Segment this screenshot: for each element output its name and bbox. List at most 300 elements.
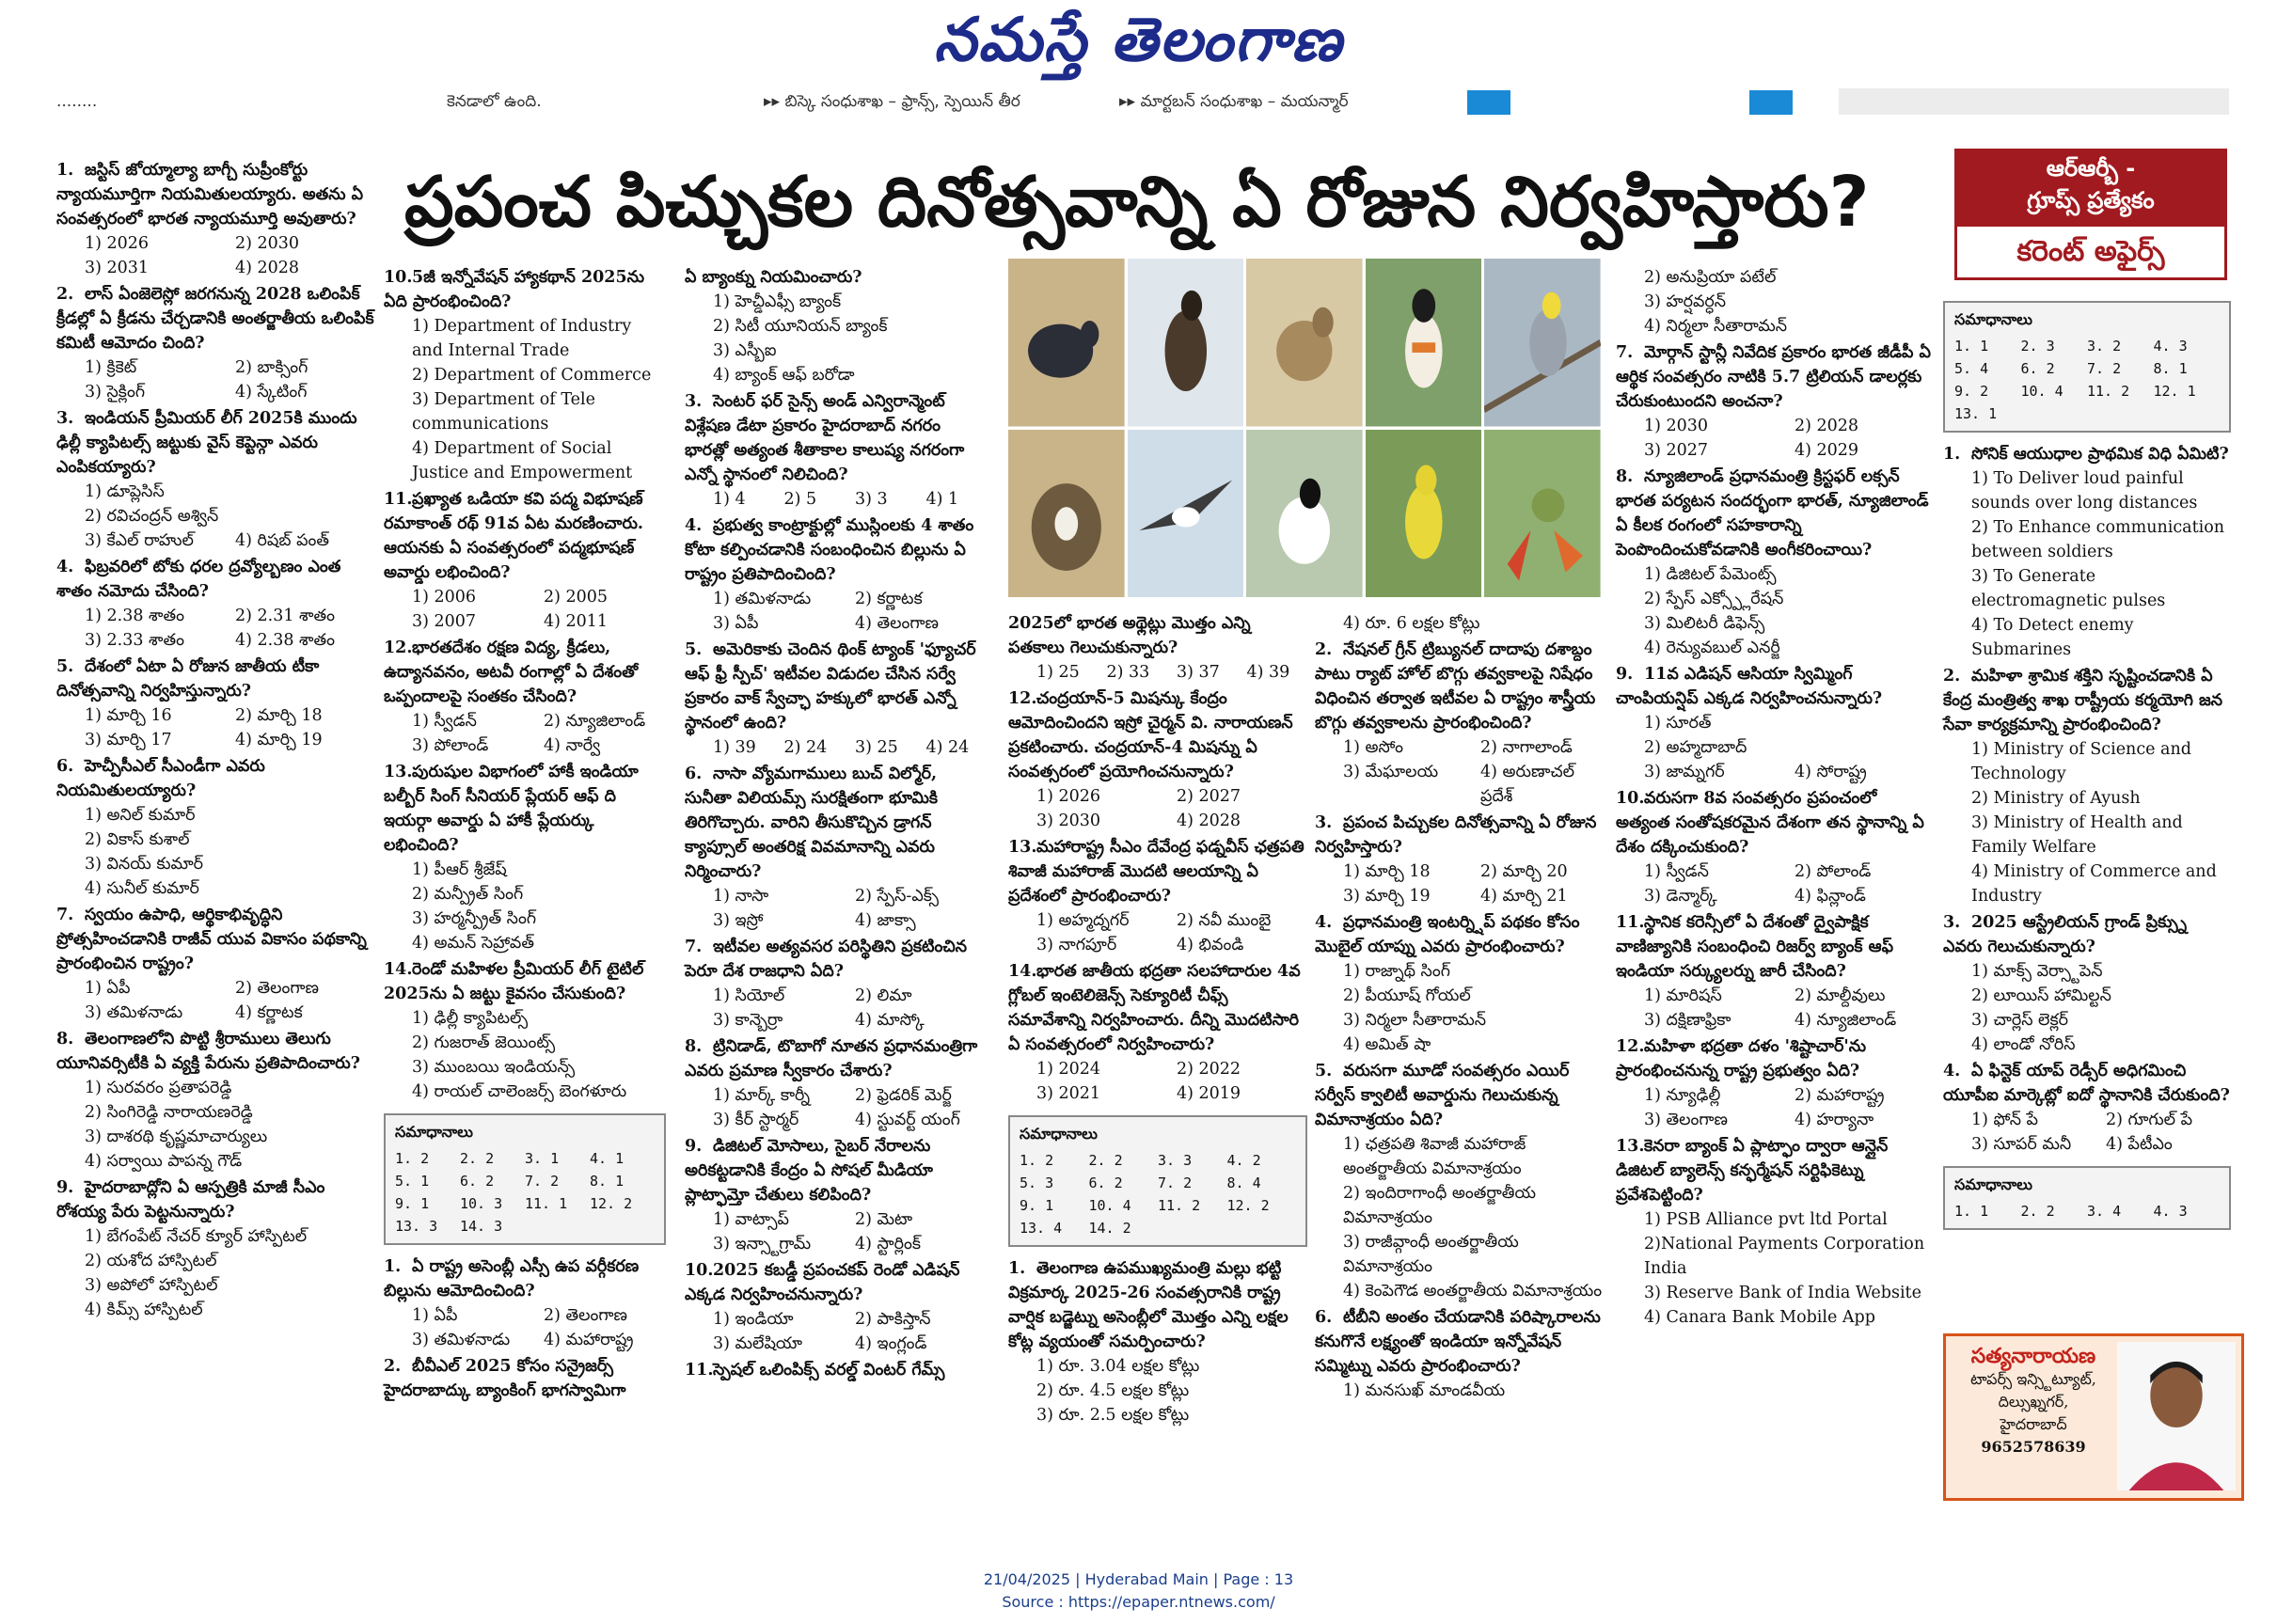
question-text-line bbox=[56, 555, 376, 604]
option: 4) బ్యాంక్ ఆఫ్ బరోడా bbox=[713, 366, 855, 385]
option: 2) 2027 bbox=[1177, 787, 1241, 806]
option: 2) గూగుల్ పే bbox=[2106, 1111, 2193, 1129]
question bbox=[1315, 1305, 1608, 1403]
answer-key-item: 8. 1 bbox=[590, 1173, 625, 1190]
question-options bbox=[384, 1006, 666, 1104]
question-number: 1. bbox=[384, 1257, 402, 1276]
question-text-line bbox=[1008, 835, 1307, 908]
question-number: 4. bbox=[1315, 913, 1333, 932]
option: 4) మార్చి 21 bbox=[1480, 887, 1568, 906]
option: 3) కాన్బెర్రా bbox=[713, 1011, 783, 1030]
option: 4) సోరాష్ట్ర bbox=[1795, 763, 1867, 781]
question-text-line bbox=[1315, 1059, 1608, 1132]
option: 3) 2027 bbox=[1644, 441, 1709, 460]
question-text-line bbox=[685, 1258, 988, 1307]
option: 1) హెచ్డీఎఫ్సీ బ్యాంక్ bbox=[713, 292, 842, 311]
question-options bbox=[1943, 737, 2231, 908]
option: 2) 33 bbox=[1106, 663, 1150, 682]
option: 4) 2028 bbox=[235, 259, 300, 277]
question-number: 2. bbox=[1943, 667, 1961, 686]
question-text-line bbox=[56, 903, 376, 976]
question-text: తెలంగాణలోని పొట్టి శ్రీరాములు తెలుగు యూనివర్సిటీకి ఏ వ్యక్తి పేరును ప్రతిపాదించారు? bbox=[56, 1030, 360, 1073]
question-number: 7. bbox=[56, 906, 74, 924]
answer-key-item: 14. 3 bbox=[460, 1218, 503, 1235]
option: 3) హర్షవర్ధన్ bbox=[1644, 292, 1727, 311]
question-options bbox=[1616, 562, 1936, 660]
option: 3) వినయ్ కుమార్ bbox=[85, 855, 204, 874]
answer-key-item: 12. 2 bbox=[590, 1195, 633, 1212]
question bbox=[1315, 910, 1608, 1057]
question bbox=[1943, 442, 2231, 662]
question-options bbox=[685, 1083, 988, 1132]
bird-photo bbox=[1366, 430, 1482, 598]
question bbox=[1008, 611, 1307, 685]
option: 2) ఫ్రెడరిక్ మెర్జ్ bbox=[855, 1086, 952, 1105]
question-number: 2. bbox=[384, 1357, 402, 1376]
question-text: రెండో మహిళల ప్రీమియర్ లీగ్ టైటిల్ 2025ను ఏ జట్టు కైవసం చేసుకుంది? bbox=[384, 960, 644, 1003]
question-options bbox=[1943, 959, 2231, 1057]
question-options bbox=[56, 231, 376, 280]
option: 3) దక్షిణాఫ్రికా bbox=[1644, 1011, 1731, 1030]
question-number: 1. bbox=[1008, 1259, 1026, 1278]
option: 1) స్వీడన్ bbox=[1644, 862, 1709, 881]
answer-key-item: 3. 1 bbox=[525, 1150, 560, 1167]
option: 4) కెంపెగౌడ అంతర్జాతీయ విమానాశ్రయం bbox=[1343, 1282, 1603, 1301]
question-options bbox=[685, 587, 988, 636]
option: 2) సిటీ యూనియన్ బ్యాంక్ bbox=[713, 317, 888, 336]
option: 2) నవీ ముంబై bbox=[1177, 911, 1272, 930]
question bbox=[56, 555, 376, 653]
option: 4) మార్చి 19 bbox=[235, 731, 323, 749]
option: 1) 2026 bbox=[1036, 787, 1101, 806]
question bbox=[384, 636, 666, 758]
option: 2) న్యూజిలాండ్ bbox=[544, 712, 646, 731]
question-options bbox=[1616, 265, 1936, 339]
question bbox=[384, 760, 666, 955]
option: 3) 25 bbox=[855, 738, 898, 757]
option: 2) మార్చి 18 bbox=[235, 706, 323, 725]
badge-line3: కరెంట్ అఫైర్స్ bbox=[1954, 224, 2227, 280]
question-text-line bbox=[1008, 1256, 1307, 1354]
answer-key-item: 10. 4 bbox=[2020, 383, 2064, 400]
option: 3) Reserve Bank of India Website bbox=[1644, 1284, 1921, 1302]
option: 4) స్టువర్ట్ యంగ్ bbox=[855, 1111, 960, 1129]
section-badge bbox=[1954, 149, 2227, 282]
question-options bbox=[384, 585, 666, 634]
question bbox=[1008, 835, 1307, 957]
option: 3) మార్చి 17 bbox=[85, 731, 172, 749]
question-number: 11. bbox=[384, 490, 413, 509]
option: 4) అమన్ సెహ్రావత్ bbox=[412, 934, 534, 953]
author-org: టాపర్స్ ఇన్స్టిట్యూట్, bbox=[1970, 1370, 2096, 1388]
option: 4) రెన్యువబుల్ ఎనర్జీ bbox=[1644, 639, 1780, 657]
answer-key-item: 2. 3 bbox=[2020, 338, 2055, 355]
question-options bbox=[384, 709, 666, 758]
question-text-line bbox=[1315, 1305, 1608, 1379]
answer-key-item: 7. 2 bbox=[1158, 1175, 1193, 1191]
answer-key-box bbox=[384, 1113, 666, 1245]
option: 1) 25 bbox=[1036, 663, 1080, 682]
question-options bbox=[1616, 1083, 1936, 1132]
question-text: ట్రినిడాడ్, టొబాగో నూతన ప్రధానమంత్రిగా ఎవరు ప్రమాణ స్వీకారం చేశారు? bbox=[685, 1037, 978, 1080]
question bbox=[56, 903, 376, 1025]
answer-key-grid bbox=[395, 1147, 655, 1238]
question-number: 9. bbox=[1616, 665, 1634, 684]
option: 3) Ministry of Health and Family Welfare bbox=[1971, 813, 2183, 857]
answer-key-item: 4. 1 bbox=[590, 1150, 625, 1167]
option: 2) తెలంగాణ bbox=[235, 979, 319, 998]
question-text-line bbox=[1943, 442, 2231, 466]
answer-key-item: 13. 4 bbox=[1020, 1220, 1063, 1237]
question-text: భారతదేశం రక్షణ విద్య, క్రీడలు, ఉద్యానవనం, అటవీ రంగాల్లో ఏ దేశంతో ఒప్పందాలపై సంతకం చేసింది? bbox=[384, 639, 639, 706]
answer-key-item: 4. 2 bbox=[1226, 1152, 1261, 1169]
bird-photo bbox=[1366, 259, 1482, 427]
option: 3) పోలాండ్ bbox=[412, 736, 489, 755]
bird-photo-collage bbox=[1008, 259, 1601, 597]
strip-blue-box bbox=[1749, 90, 1793, 115]
option: 4) పేటీఎం bbox=[2106, 1135, 2173, 1154]
option: 2) స్పేస్ ఎక్స్ప్లోరేషన్ bbox=[1644, 590, 1784, 608]
option: 4) 39 bbox=[1246, 663, 1290, 682]
option: 2) లూయిస్ హామిల్టన్ bbox=[1971, 986, 2111, 1005]
option: 3) రాజీవ్గాంధీ అంతర్జాతీయ విమానాశ్రయం bbox=[1343, 1233, 1519, 1276]
option: 2) కర్ణాటక bbox=[855, 590, 923, 608]
answer-key-item: 7. 2 bbox=[525, 1173, 560, 1190]
question-number: 12. bbox=[1008, 689, 1037, 708]
question-options bbox=[1315, 611, 1608, 636]
question-options bbox=[384, 314, 666, 485]
question bbox=[685, 513, 988, 636]
option: 1) ఛత్రపతి శివాజీ మహారాజ్ అంతర్జాతీయ విమానాశ్రయం bbox=[1343, 1135, 1526, 1178]
option: 2) పాకిస్తాన్ bbox=[855, 1310, 931, 1329]
question-text: 11వ ఎడిషన్ ఆసియా స్విమ్మింగ్ చాంపియన్షిప్ ఎక్కడ నిర్వహించనున్నారు? bbox=[1616, 665, 1883, 708]
question-number: 3. bbox=[685, 392, 703, 411]
question-text: కెనరా బ్యాంక్ ఏ ప్లాట్ఫాం ద్వారా ఆన్లైన్ డిజిటల్ బ్యాలెన్స్ కన్ఫర్మేషన్ సర్టిఫికెట్ను ప్రవేశపెట్టింది? bbox=[1616, 1137, 1889, 1205]
bird-photo bbox=[1128, 430, 1244, 598]
option: 4) రిషబ్ పంత్ bbox=[235, 531, 329, 550]
question-text: లాస్ ఏంజెలెస్లో జరగనున్న 2028 ఒలింపిక్ క్రీడల్లో ఏ క్రీడను చేర్చడానికి అంతర్జాతీయ ఒలింపిక్ కమిటీ ఆమోదం చింది? bbox=[56, 285, 374, 353]
question-number: 13. bbox=[1008, 838, 1037, 857]
question-text: తెలంగాణ ఉపముఖ్యమంత్రి మల్లు భట్టి విక్రమార్క 2025-26 సంవత్సరానికి రాష్ట్ర వార్షిక బడ్జెట్ను అసెంబ్లీలో మొత్తం ఎన్ని లక్షల కోట్ల వ్యయంతో సమర్పించారు? bbox=[1008, 1259, 1289, 1351]
option: 2) 2005 bbox=[544, 588, 609, 607]
question-options bbox=[1943, 1108, 2231, 1157]
option: 1) మారిషస్ bbox=[1644, 986, 1722, 1005]
question-number: 4. bbox=[685, 516, 703, 535]
option: 1) ఢిల్లీ క్యాపిటల్స్ bbox=[412, 1009, 529, 1028]
option: 1) అహ్మద్నగర్ bbox=[1036, 911, 1130, 930]
strip-left-text: ........ bbox=[56, 92, 98, 111]
question bbox=[1315, 1059, 1608, 1303]
option: 1) న్యూఢిల్లీ bbox=[1644, 1086, 1721, 1105]
question-text-line bbox=[1008, 959, 1307, 1057]
question-text-line bbox=[1616, 465, 1936, 562]
option: 4) మహారాష్ట్ర bbox=[544, 1331, 634, 1349]
author-place: దిల్సుఖ్నగర్, bbox=[1998, 1393, 2069, 1411]
question-text: 2025 కబడ్డీ ప్రపంచకప్ రెండో ఎడిషన్ ఎక్కడ నిర్వహించనున్నారు? bbox=[685, 1261, 960, 1304]
answer-key-item: 2. 2 bbox=[460, 1150, 495, 1167]
question-text-line bbox=[685, 1134, 988, 1207]
question-options bbox=[1315, 859, 1608, 908]
question-options bbox=[685, 884, 988, 933]
answer-key-item: 7. 2 bbox=[2087, 360, 2122, 377]
option: 2) మెటా bbox=[855, 1210, 913, 1229]
question bbox=[1616, 910, 1936, 1033]
question-number: 7. bbox=[685, 938, 703, 956]
question bbox=[1616, 340, 1936, 463]
headline: ప్రపంచ పిచ్చుకల దినోత్సవాన్ని ఏ రోజున నిర్వహిస్తారు? bbox=[404, 162, 1870, 243]
question-options bbox=[1008, 1057, 1307, 1106]
option: 4) స్టార్లింక్ bbox=[855, 1235, 921, 1253]
question-text-line bbox=[384, 957, 666, 1006]
option: 3) తమిళనాడు bbox=[412, 1331, 511, 1349]
question bbox=[1616, 265, 1936, 339]
author-box bbox=[1943, 1333, 2244, 1501]
option: 1) రూ. 3.04 లక్షల కోట్లు bbox=[1036, 1357, 1200, 1376]
question-text-line bbox=[384, 1354, 666, 1403]
question-text-line bbox=[1616, 340, 1936, 414]
option: 1) 2006 bbox=[412, 588, 477, 607]
option: 1) డూప్లెసిస్ bbox=[85, 482, 165, 501]
question-text: మహిళా భద్రతా దళం 'శిష్టాచార్'ను ప్రారంభించనున్న రాష్ట్ర ప్రభుత్వం ఏది? bbox=[1616, 1037, 1867, 1080]
question bbox=[685, 762, 988, 933]
question-text-line bbox=[685, 265, 988, 290]
option: 1) డిజిటల్ పేమెంట్స్ bbox=[1644, 565, 1777, 584]
question-number: 6. bbox=[1315, 1308, 1333, 1327]
question-number: 10. bbox=[384, 268, 413, 287]
option: 1) 39 bbox=[713, 738, 756, 757]
option: 1) 2024 bbox=[1036, 1060, 1101, 1079]
option: 2) రూ. 4.5 లక్షల కోట్లు bbox=[1036, 1381, 1190, 1400]
question-text: 2025 ఆస్ట్రేలియన్ గ్రాండ్ ప్రిక్స్ను ఎవరు గెలుచుకున్నారు? bbox=[1943, 913, 2187, 956]
option: 3) ఏపీ bbox=[713, 614, 759, 633]
question-text: ఇండియన్ ప్రీమియర్ లీగ్ 2025కి ముందు ఢిల్లీ క్యాపిటల్స్ జట్టుకు వైస్ కెప్టెన్గా ఎవరు ఎంపికయ్యారు? bbox=[56, 409, 357, 477]
question-text: మహారాష్ట్ర సీఎం దేవేంద్ర ఫడ్నవీస్ ఛత్రపతి శివాజీ మహారాజ్ మొదటి ఆలయాన్ని ఏ ప్రదేశంలో ప్రారంభించారు? bbox=[1008, 838, 1305, 906]
answer-key-item: 2. 2 bbox=[2020, 1203, 2055, 1220]
option: 1) 2030 bbox=[1644, 417, 1709, 435]
question bbox=[1943, 1059, 2231, 1157]
answer-key-item: 9. 2 bbox=[1954, 383, 1989, 400]
option: 4) తెలంగాణ bbox=[855, 614, 939, 633]
question-text-line bbox=[384, 1254, 666, 1303]
question-text-line bbox=[56, 282, 376, 355]
question bbox=[685, 1358, 988, 1382]
option: 3) చార్లెస్ లెక్లర్ bbox=[1971, 1011, 2068, 1030]
option: 3) దాశరథి కృష్ణమాచార్యులు bbox=[85, 1127, 268, 1146]
question bbox=[685, 265, 988, 387]
top-strip bbox=[0, 87, 2277, 120]
question-options bbox=[56, 604, 376, 653]
question bbox=[384, 1354, 666, 1403]
option: 1) మనసుఖ్ మాండవీయ bbox=[1343, 1381, 1506, 1400]
option: 3) మలేషియా bbox=[713, 1334, 803, 1353]
option: 4) 1 bbox=[925, 490, 959, 509]
answer-key-item: 3. 3 bbox=[1158, 1152, 1193, 1169]
option: 1) Department of Industry and Internal Trade bbox=[412, 317, 632, 360]
option: 3) జామ్నగర్ bbox=[1644, 763, 1725, 781]
option: 2) అనుప్రియా పటేల్ bbox=[1644, 268, 1777, 287]
option: 1) ఏపీ bbox=[412, 1306, 458, 1325]
option: 2) 2.31 శాతం bbox=[235, 607, 335, 625]
option: 1) Ministry of Science and Technology bbox=[1971, 740, 2191, 783]
option: 2) పీయూష్ గోయల్ bbox=[1343, 986, 1471, 1005]
question bbox=[685, 1258, 988, 1356]
question bbox=[1616, 662, 1936, 784]
option: 1) క్రికెట్ bbox=[85, 358, 137, 377]
newspaper-logo: నమస్తే తెలంగాణ bbox=[933, 6, 1344, 75]
question-text: నేషనల్ గ్రీన్ ట్రిబ్యునల్ దాదాపు దశాబ్దం పాటు ర్యాట్ హోల్ బొగ్గు తవ్వకాలపై నిషేధం విధించిన తర్వాత ఇటీవల ఏ రాష్ట్రం శాస్త్రీయ బొగ్గు తవ్వకాలను ప్రారంభించింది? bbox=[1315, 640, 1596, 733]
author-photo bbox=[2117, 1342, 2236, 1490]
answer-key-item: 1. 2 bbox=[395, 1150, 430, 1167]
badge-top bbox=[1954, 149, 2227, 224]
option: 3) మేఘాలయ bbox=[1343, 763, 1439, 781]
question-number: 2. bbox=[56, 285, 74, 304]
question-options bbox=[56, 976, 376, 1025]
option: 3) 2021 bbox=[1036, 1084, 1101, 1103]
question-text: ఏ రాష్ట్ర అసెంబ్లీ ఎస్సీ ఉప వర్గీకరణ బిల్లును ఆమోదించింది? bbox=[384, 1257, 640, 1301]
question-text-line bbox=[685, 389, 988, 487]
bird-photo bbox=[1008, 430, 1125, 598]
option: 1) మాక్స్ వెర్స్టాపెన్ bbox=[1971, 962, 2103, 981]
answer-key-item: 2. 2 bbox=[1088, 1152, 1123, 1169]
question-text: ఏ ఫిన్టెక్ యాప్ రెడ్సీర్ అధిగమించి యూపీఐ మార్కెట్లో ఐదో స్థానానికి చేరుకుంది? bbox=[1943, 1062, 2230, 1105]
bird-photo bbox=[1128, 259, 1244, 427]
question bbox=[1008, 1256, 1307, 1427]
option: 4) To Detect enemy Submarines bbox=[1971, 616, 2134, 659]
question bbox=[1943, 910, 2231, 1057]
question-text-line bbox=[685, 935, 988, 984]
answer-key-heading: సమాధానాలు bbox=[395, 1123, 473, 1141]
question bbox=[384, 265, 666, 485]
answer-key-item: 1. 1 bbox=[1954, 1203, 1989, 1220]
footer bbox=[0, 1569, 2277, 1614]
question-text: ఫిబ్రవరిలో టోకు ధరల ద్రవ్యోల్బణం ఎంత శాతం నమోదు చేసింది? bbox=[56, 558, 341, 601]
answer-key-item: 1. 1 bbox=[1954, 338, 1989, 355]
masthead bbox=[0, 0, 2277, 87]
question-text: సోనిక్ ఆయుధాల ప్రాథమిక విధి ఏమిటి? bbox=[1971, 445, 2229, 464]
question-options bbox=[56, 1224, 376, 1322]
option: 2) 2022 bbox=[1177, 1060, 1241, 1079]
option: 4) రాయల్ చాలెంజర్స్ బెంగళూరు bbox=[412, 1082, 627, 1101]
option: 1) 2.38 శాతం bbox=[85, 607, 184, 625]
answer-key-heading: సమాధానాలు bbox=[1020, 1125, 1098, 1143]
answer-key-item: 13. 1 bbox=[1954, 405, 1998, 422]
answer-key-item: 11. 2 bbox=[1158, 1197, 1201, 1214]
question-text-line bbox=[1315, 811, 1608, 859]
option: 1) మార్చి 16 bbox=[85, 706, 172, 725]
answer-key-heading: సమాధానాలు bbox=[1954, 310, 2032, 328]
question-text: నాసా వ్యోమగాములు బుచ్ విల్మోర్, సునీతా విలియమ్స్ సురక్షితంగా భూమికి తిరిగొచ్చారు. వారిని తీసుకొచ్చిన డ్రాగన్ క్యాప్సూల్ అంతరిక్ష వివమానాన్ని ఎవరు నిర్మించారు? bbox=[685, 765, 939, 881]
question-text-line bbox=[1008, 611, 1307, 660]
option: 1) నాసా bbox=[713, 887, 769, 906]
option: 2) యశోద హాస్పిటల్ bbox=[85, 1252, 217, 1270]
answer-key-item: 13. 3 bbox=[395, 1218, 438, 1235]
option: 1) ఫోన్ పే bbox=[1971, 1111, 2038, 1129]
question-number: 10. bbox=[1616, 789, 1645, 808]
question bbox=[56, 754, 376, 901]
option: 1) ఏపీ bbox=[85, 979, 131, 998]
column-6 bbox=[1616, 265, 1936, 1332]
question-text-line bbox=[1616, 662, 1936, 711]
question bbox=[56, 406, 376, 553]
question-text: అమెరికాకు చెందిన థింక్ ట్యాంక్ 'ఫ్యూచర్ ఆఫ్ ఫ్రీ స్పీచ్' ఇటీవల విడుదల చేసిన సర్వే ప్రకారం వాక్ స్వేచ్ఛా హక్కులో భారత్ ఎన్నో స్థానంలో ఉంది? bbox=[685, 640, 976, 733]
question-number: 3. bbox=[1943, 913, 1961, 932]
answer-key-item: 9. 1 bbox=[395, 1195, 430, 1212]
option: 2) ఇందిరాగాంధీ అంతర్జాతీయ విమానాశ్రయం bbox=[1343, 1184, 1536, 1227]
option: 2) గుజరాత్ జెయింట్స్ bbox=[412, 1033, 556, 1052]
option: 2) లిమా bbox=[855, 986, 912, 1005]
question bbox=[1616, 1034, 1936, 1132]
question-options bbox=[384, 858, 666, 955]
option: 1) మార్చి 18 bbox=[1343, 862, 1431, 881]
option: 4) Canara Bank Mobile App bbox=[1644, 1308, 1875, 1327]
option: 2) నాగాలాండ్ bbox=[1480, 738, 1573, 757]
option: 4) Ministry of Commerce and Industry bbox=[1971, 862, 2217, 906]
option: 1) 4 bbox=[713, 490, 746, 509]
option: 4) న్యూజిలాండ్ bbox=[1795, 1011, 1897, 1030]
option: 2) మార్చి 20 bbox=[1480, 862, 1568, 881]
option: 4) కర్ణాటక bbox=[235, 1003, 303, 1022]
question bbox=[685, 935, 988, 1033]
author-phone: 9652578639 bbox=[1981, 1438, 2086, 1456]
question-text-line bbox=[1616, 910, 1936, 984]
option: 4) Department of Social Justice and Empowerment bbox=[412, 439, 633, 482]
option: 3) మిలిటరీ డిఫెన్స్ bbox=[1644, 614, 1765, 633]
option: 1) బేగంపేట్ నేచర్ క్యూర్ హాస్పిటల్ bbox=[85, 1227, 308, 1246]
question-number: 3. bbox=[56, 409, 74, 428]
answer-key-item: 3. 2 bbox=[2087, 338, 2122, 355]
question-text-line bbox=[1315, 910, 1608, 959]
answer-key-item: 1. 2 bbox=[1020, 1152, 1054, 1169]
option: 2) 2028 bbox=[1795, 417, 1859, 435]
question-text: మహిళా శ్రామిక శక్తిని సృష్టించడానికి ఏ కేంద్ర మంత్రిత్వ శాఖ రాష్ట్రీయ కర్మయోగి జన సేవా కార్యక్రమాన్ని ప్రారంభించింది? bbox=[1943, 667, 2223, 734]
answer-key-item: 12. 1 bbox=[2153, 383, 2196, 400]
option: 4) హర్యానా bbox=[1795, 1111, 1874, 1129]
option: 4) ఇంగ్లండ్ bbox=[855, 1334, 927, 1353]
option: 4) 24 bbox=[925, 738, 970, 757]
option: 3) 2030 bbox=[1036, 812, 1101, 830]
question-number: 4. bbox=[1943, 1062, 1961, 1080]
answer-key-item: 3. 4 bbox=[2087, 1203, 2122, 1220]
question-options bbox=[1008, 784, 1307, 833]
question-options bbox=[56, 703, 376, 752]
question-text-line bbox=[56, 158, 376, 231]
option: 3) నాగపూర్ bbox=[1036, 936, 1117, 954]
answer-key-item: 5. 4 bbox=[1954, 360, 1989, 377]
question-text: హెచ్పీసీఎల్ సీఎండీగా ఎవరు నియమితులయ్యారు? bbox=[56, 757, 265, 800]
question bbox=[384, 957, 666, 1104]
question-text: న్యూజిలాండ్ ప్రధానమంత్రి క్రిస్టఫర్ లక్సన్ భారత పర్యటన సందర్భంగా భారత్, న్యూజిలాండ్ ఏ కీలక రంగంలో సహకారాన్ని పెంపొందించుకోవడానికి అంగీకరించాయి? bbox=[1616, 467, 1929, 560]
option: 3) 2.33 శాతం bbox=[85, 631, 184, 650]
question-text: వరుసగా 8వ సంవత్సరం ప్రపంచంలో అత్యంత సంతోషకరమైన దేశంగా తన స్థానాన్ని ఏ దేశం దక్కించుకుంది? bbox=[1616, 789, 1924, 857]
question-text-line bbox=[1616, 1034, 1936, 1083]
answer-key-item: 6. 2 bbox=[2020, 360, 2055, 377]
option: 1) సురవరం ప్రతాపరెడ్డి bbox=[85, 1079, 232, 1097]
question-text-line bbox=[685, 1034, 988, 1083]
option: 4) రూ. 6 లక్షల కోట్లు bbox=[1343, 614, 1480, 633]
answer-key-item: 9. 1 bbox=[1020, 1197, 1054, 1214]
column-3 bbox=[685, 265, 988, 1384]
option: 4) 2019 bbox=[1177, 1084, 1241, 1103]
option: 3) డెన్మార్క్ bbox=[1644, 887, 1717, 906]
option: 2) To Enhance communication between soldiers bbox=[1971, 518, 2225, 561]
option: 3) ముంబయి ఇండియన్స్ bbox=[412, 1058, 576, 1077]
question bbox=[384, 1254, 666, 1352]
question-number: 12. bbox=[1616, 1037, 1645, 1056]
answer-key-box bbox=[1008, 1115, 1307, 1247]
question-text-line bbox=[685, 638, 988, 735]
option: 3) సైక్లింగ్ bbox=[85, 383, 146, 402]
question-text: వరుసగా మూడో సంవత్సరం ఎయిర్ సర్వీస్ క్వాలిటీ అవార్డును గెలుచుకున్న విమానాశ్రయం ఏది? bbox=[1315, 1062, 1570, 1129]
